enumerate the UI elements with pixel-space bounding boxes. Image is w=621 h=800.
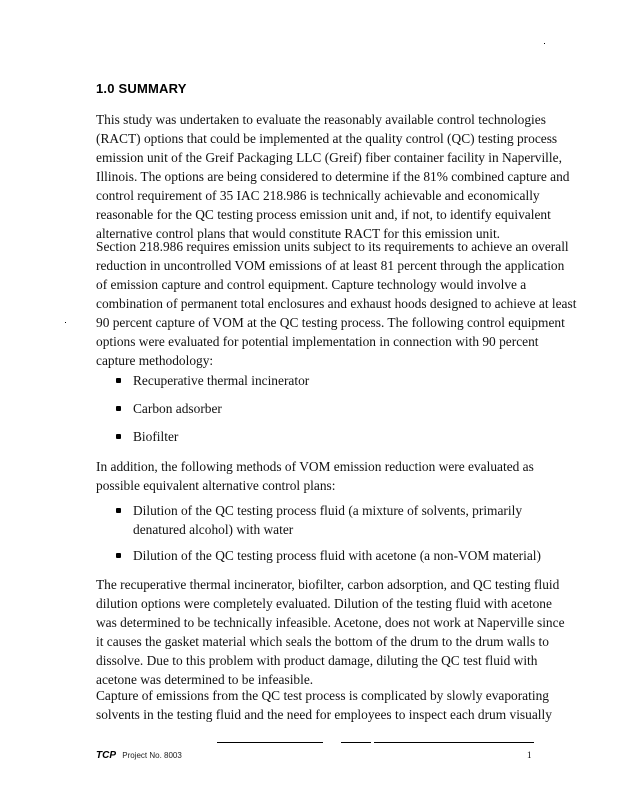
company-logo: TCP — [96, 750, 116, 761]
bullet-icon — [116, 378, 121, 383]
scan-speck — [544, 43, 545, 44]
text-line: Capture of emissions from the QC test process is complicated by slowly evaporating — [96, 688, 549, 703]
bullet-text: denatured alcohol) with water — [133, 522, 294, 537]
text-line: dilution options were completely evaluated. Dilution of the testing fluid with acetone — [96, 596, 552, 611]
text-line: options were evaluated for potential implementation in connection with 90 percent — [96, 334, 539, 349]
bullet-text: Dilution of the QC testing process fluid with acetone (a non-VOM material) — [133, 548, 541, 563]
text-line: In addition, the following methods of VOM emission reduction were evaluated as — [96, 459, 534, 474]
paragraph-evaluation-results — [96, 575, 565, 689]
text-line: capture methodology: — [96, 353, 214, 368]
text-line: dissolve. Due to this problem with product damage, diluting the QC test fluid with — [96, 653, 538, 668]
footer-rule — [217, 742, 323, 743]
bullet-icon — [116, 553, 121, 558]
text-line: combination of permanent total enclosures and exhaust hoods designed to achieve at least — [96, 296, 577, 311]
scan-speck — [65, 322, 66, 323]
text-line: (RACT) options that could be implemented at the quality control (QC) testing process — [96, 131, 558, 146]
paragraph-alternatives-intro — [96, 457, 536, 495]
text-line: The recuperative thermal incinerator, biofilter, carbon adsorption, and QC testing fluid — [96, 577, 560, 592]
bullet-icon — [116, 406, 121, 411]
paragraph-section-218986 — [96, 237, 577, 370]
text-line: 90 percent capture of VOM at the QC testing process. The following control equipment — [96, 315, 565, 330]
footer-rule — [341, 742, 371, 743]
text-line: reduction in uncontrolled VOM emissions of at least 81 percent through the application — [96, 258, 565, 273]
section-heading: 1.0 SUMMARY — [96, 81, 187, 96]
text-line: reasonable for the QC testing process emission unit and, if not, to identify equivalent — [96, 207, 551, 222]
text-line: of emission capture and control equipment. Capture technology would involve a — [96, 277, 527, 292]
text-line: Section 218.986 requires emission units subject to its requirements to achieve an overall — [96, 239, 569, 254]
text-line: emission unit of the Greif Packaging LLC (Greif) fiber container facility in Naperville, — [96, 150, 562, 165]
paragraph-capture-complications — [96, 686, 552, 724]
footer-project — [96, 750, 182, 761]
bullet-text: Dilution of the QC testing process fluid (a mixture of solvents, primarily — [133, 503, 523, 518]
footer-rule — [374, 742, 534, 743]
text-line: acetone was determined to be infeasible. — [96, 672, 314, 687]
project-number: Project No. 8003 — [122, 751, 182, 760]
paragraph-intro — [96, 110, 570, 243]
text-line: it causes the gasket material which seals the bottom of the drum to the drum walls to — [96, 634, 549, 649]
text-line: This study was undertaken to evaluate the reasonably available control technologies — [96, 112, 546, 127]
bullet-text: Recuperative thermal incinerator — [133, 373, 310, 388]
bullet-icon — [116, 434, 121, 439]
text-line: control requirement of 35 IAC 218.986 is technically achievable and economically — [96, 188, 540, 203]
bullet-icon — [116, 508, 121, 513]
bullet-text: Carbon adsorber — [133, 401, 222, 416]
text-line: solvents in the testing fluid and the need for employees to inspect each drum visually — [96, 707, 552, 722]
text-line: possible equivalent alternative control plans: — [96, 478, 336, 493]
page-number: 1 — [527, 750, 532, 760]
text-line: Illinois. The options are being considered to determine if the 81% combined capture and — [96, 169, 570, 184]
text-line: alternative control plans that would constitute RACT for this emission unit. — [96, 226, 501, 241]
bullet-text: Biofilter — [133, 429, 179, 444]
text-line: was determined to be technically infeasible. Acetone, does not work at Naperville since — [96, 615, 565, 630]
